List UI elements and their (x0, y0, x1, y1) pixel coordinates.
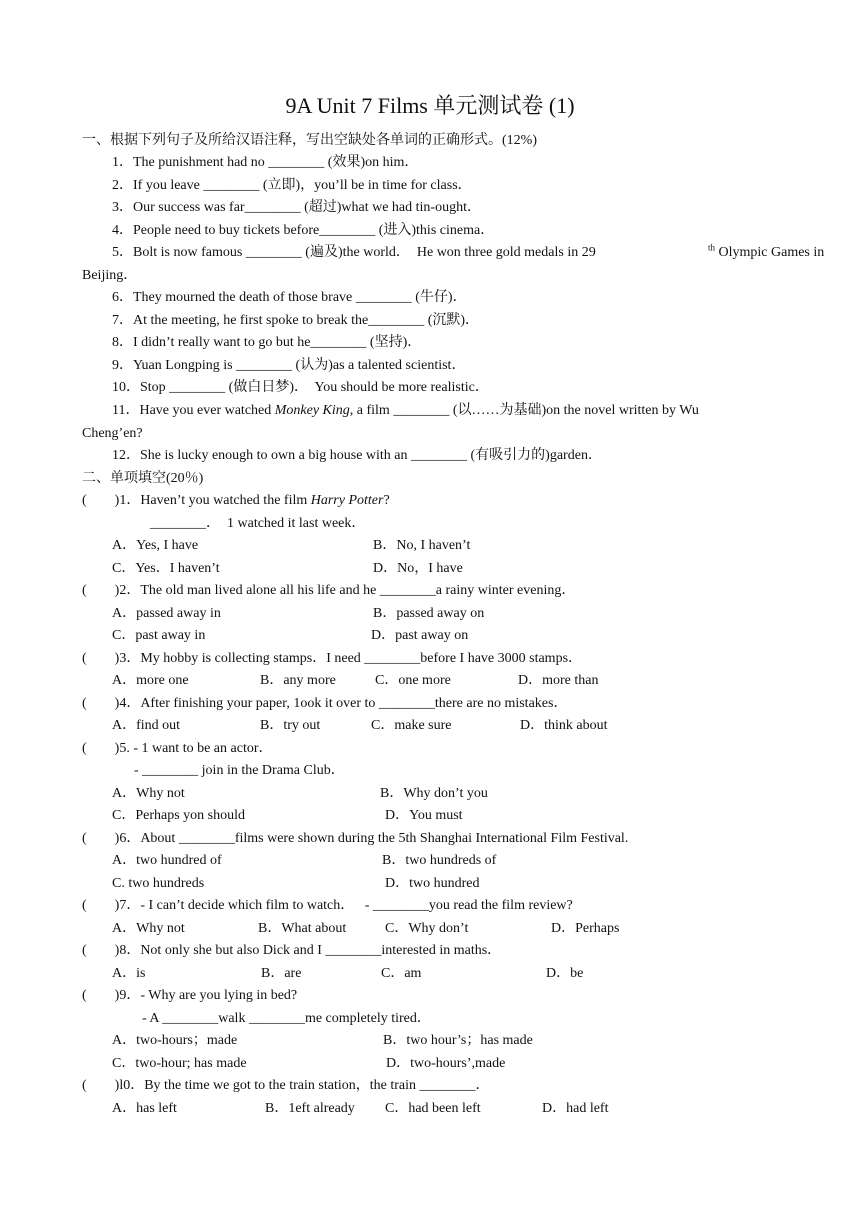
s1-item-11-cont: Cheng’en? (82, 426, 143, 441)
q2-option-a: A．passed away in (112, 606, 221, 621)
section2-heading: 二、单项填空(20％) (82, 471, 204, 486)
q1-option-c: C．Yes．I haven’t (112, 561, 220, 576)
q1-option-a: A．Yes, I have (112, 538, 199, 553)
s1-item-4: 4．People need to buy tickets before________ (进入)this cinema． (112, 223, 495, 238)
s1-item-5 (112, 243, 780, 263)
q6-option-d: D．two hundred (385, 876, 480, 891)
q6-option-a: A．two hundred of (112, 853, 222, 868)
q1-option-b: B．No, I haven’t (373, 538, 471, 553)
s1-item-11-title: Monkey King, (274, 403, 354, 418)
s1-item-10: 10．Stop ________ (做白日梦)． You should be more realistic． (112, 380, 489, 395)
q9-option-a: A．two-hours；made (112, 1033, 238, 1048)
q5-option-b: B．Why don’t you (380, 786, 488, 801)
q8-stem: ( )8．Not only she but also Dick and I ________interested in maths． (82, 943, 502, 958)
s1-item-11-a: 11．Have you ever watched (112, 403, 275, 418)
q1-film-title: Harry Potter (310, 493, 384, 508)
q9-option-d: D．two-hours’,made (386, 1056, 506, 1071)
q2-option-d: D．past away on (371, 628, 469, 643)
q1-stem (82, 491, 390, 511)
q10-option-d: D．had left (542, 1101, 609, 1116)
q5-option-d: D．You must (385, 808, 463, 823)
s1-item-11-b: a film ________ (以……为基础)on the novel written by Wu (353, 403, 699, 418)
q4-option-c: C．make sure (371, 718, 452, 733)
q8-option-b: B．are (261, 966, 302, 981)
q5-option-c: C．Perhaps yon should (112, 808, 245, 823)
q5-reply: - ________ join in the Drama Club． (134, 763, 345, 778)
q7-option-a: A．Why not (112, 921, 185, 936)
q3-stem: ( )3．My hobby is collecting stamps．I need ________before I have 3000 stamps． (82, 651, 583, 666)
s1-item-6: 6．They mourned the death of those brave ________ (牛仔)． (112, 290, 467, 305)
s1-item-8: 8．I didn’t really want to go but he________ (坚持)． (112, 335, 422, 350)
q3-option-a: A．more one (112, 673, 189, 688)
q2-stem: ( )2．The old man lived alone all his life and he ________a rainy winter evening． (82, 583, 576, 598)
q8-option-c: C．am (381, 966, 422, 981)
q4-option-a: A．find out (112, 718, 181, 733)
q4-option-d: D．think about (520, 718, 608, 733)
q10-option-c: C．had been left (385, 1101, 481, 1116)
q1-option-d: D．No，I have (373, 561, 463, 576)
s1-item-5-text: 5．Bolt is now famous ________ (遍及)the world． He won three gold medals in 29 (112, 245, 596, 260)
s1-item-5-tail-text: Olympic Games in (715, 245, 825, 260)
s1-item-11 (112, 401, 699, 421)
s1-item-5-tail (708, 243, 824, 263)
q9-stem: ( )9．- Why are you lying in bed? (82, 988, 298, 1003)
q3-option-d: D．more than (518, 673, 599, 688)
q1-reply: ________． 1 watched it last week． (150, 516, 366, 531)
q5-stem: ( )5. - 1 want to be an actor． (82, 741, 273, 756)
q9-reply: - A ________walk ________me completely tired． (142, 1011, 431, 1026)
s1-item-9: 9．Yuan Longping is ________ (认为)as a talented scientist． (112, 358, 466, 373)
s1-item-3: 3．Our success was far________ (超过)what we had tin-ought． (112, 200, 481, 215)
s1-item-2: 2．If you leave ________ (立即)，you’ll be in time for class． (112, 178, 472, 193)
q1-stem-text: ( )1．Haven’t you watched the film (82, 493, 311, 508)
s1-item-5-cont: Beijing． (82, 268, 138, 283)
q3-option-c: C．one more (375, 673, 451, 688)
q3-option-b: B．any more (260, 673, 336, 688)
q9-option-c: C．two-hour; has made (112, 1056, 247, 1071)
q8-option-a: A．is (112, 966, 146, 981)
q10-option-a: A．has left (112, 1101, 177, 1116)
q6-option-b: B．two hundreds of (382, 853, 497, 868)
q7-option-b: B．What about (258, 921, 347, 936)
q6-stem: ( )6．About ________films were shown during the 5th Shanghai International Film Festival. (82, 831, 629, 846)
q1-stem-end: ? (383, 493, 390, 508)
q6-option-c: C. two hundreds (112, 876, 205, 891)
q5-option-a: A．Why not (112, 786, 185, 801)
q7-option-c: C．Why don’t (385, 921, 469, 936)
q2-option-c: C．past away in (112, 628, 206, 643)
s1-item-12: 12．She is lucky enough to own a big house with an ________ (有吸引力的)garden． (112, 448, 602, 463)
q10-option-b: B．1eft already (265, 1101, 355, 1116)
superscript-th: th (708, 242, 716, 253)
q4-option-b: B．try out (260, 718, 321, 733)
page-title: 9A Unit 7 Films 单元测试卷 (1) (285, 93, 575, 118)
q4-stem: ( )4．After finishing your paper, 1ook it over to ________there are no mistakes． (82, 696, 568, 711)
q2-option-b: B．passed away on (373, 606, 485, 621)
section1-heading: 一、根据下列句子及所给汉语注释，写出空缺处各单词的正确形式。(12%) (82, 133, 537, 148)
s1-item-7: 7．At the meeting, he first spoke to break the________ (沉默)． (112, 313, 480, 328)
q10-stem: ( )l0．By the time we got to the train station，the train ________． (82, 1078, 490, 1093)
q9-option-b: B．two hour’s；has made (383, 1033, 533, 1048)
q7-option-d: D．Perhaps (551, 921, 620, 936)
s1-item-1: 1．The punishment had no ________ (效果)on him． (112, 155, 419, 170)
q8-option-d: D．be (546, 966, 584, 981)
q7-stem: ( )7．- I can’t decide which film to watch． - ________you read the film review? (82, 898, 573, 913)
